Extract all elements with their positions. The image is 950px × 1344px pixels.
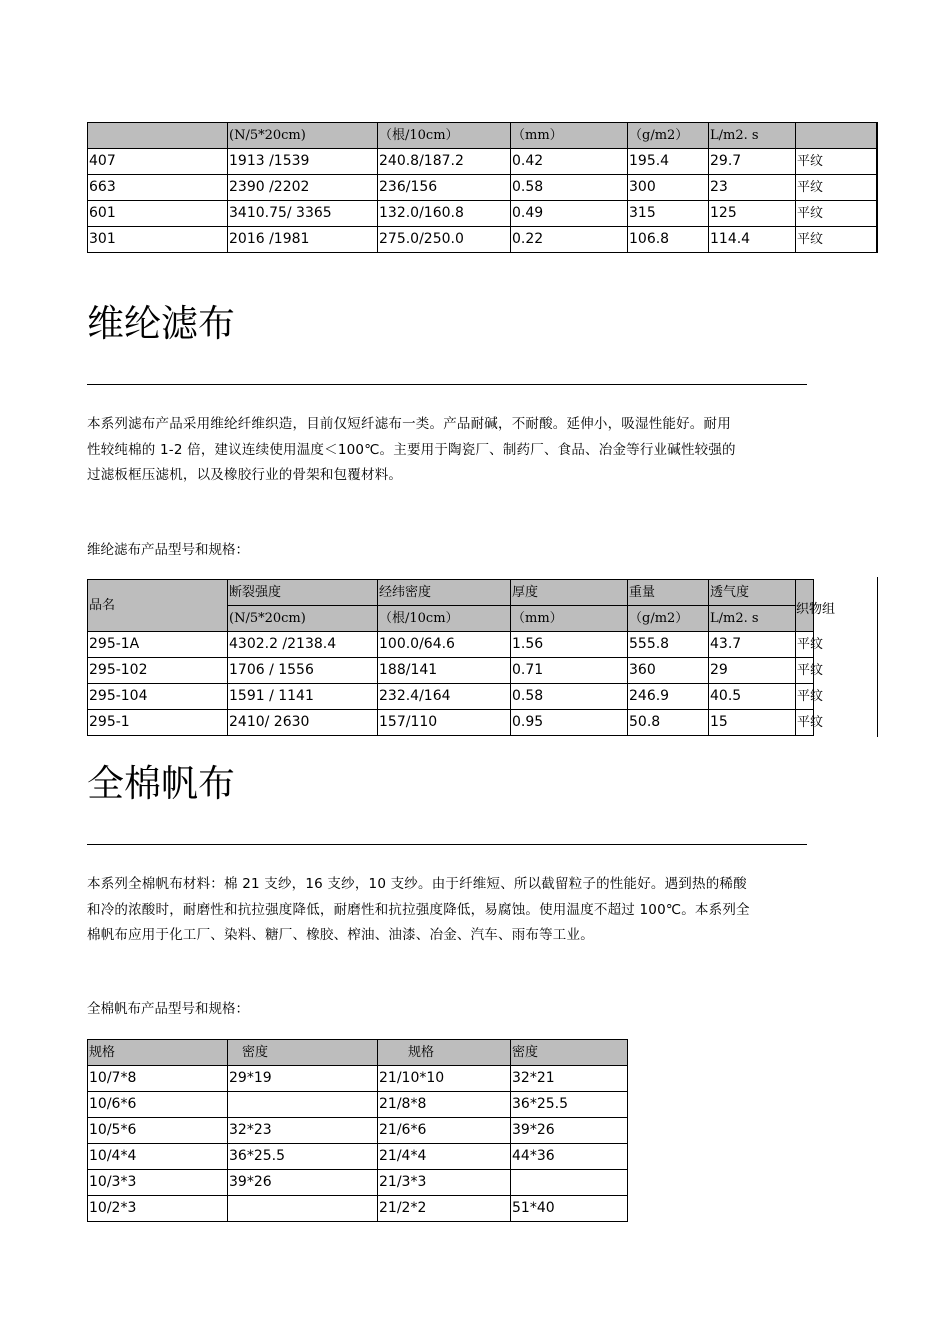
table-cell: 39*26: [511, 1118, 628, 1144]
header-cell: 密度: [511, 1040, 628, 1066]
header-cell: (N/5*20cm): [228, 123, 378, 149]
table-row: [88, 1066, 628, 1092]
table-cell: 32*21: [511, 1066, 628, 1092]
table-cell: 10/7*8: [88, 1066, 228, 1092]
section-divider: [87, 384, 807, 385]
table-cell: 21/3*3: [378, 1170, 511, 1196]
header-cell: 重量: [628, 580, 709, 606]
table-cell: 29.7: [709, 149, 796, 175]
table-cell: 195.4: [628, 149, 709, 175]
table-cell: 601: [88, 201, 228, 227]
table-cell: 232.4/164: [378, 684, 511, 710]
table-cell: 114.4: [709, 227, 796, 253]
paragraph-line: 棉帆布应用于化工厂、染料、糖厂、橡胶、榨油、油漆、冶金、汽车、雨布等工业。: [87, 927, 594, 943]
table-cell: 3410.75/ 3365: [228, 201, 378, 227]
header-cell: L/m2. s: [709, 123, 796, 149]
table-cell: 平纹: [796, 658, 814, 684]
spec-table-cotton: [87, 1039, 628, 1222]
table-cell: 0.58: [511, 684, 628, 710]
table-cell: 663: [88, 175, 228, 201]
table-cell: 106.8: [628, 227, 709, 253]
table-row: [88, 149, 877, 175]
table-cell: 44*36: [511, 1144, 628, 1170]
table-caption-vinylon: 维纶滤布产品型号和规格：: [87, 542, 249, 558]
table-row: [88, 201, 877, 227]
paragraph-line: 和冷的浓酸时，耐磨性和抗拉强度降低，耐磨性和抗拉强度降低，易腐蚀。使用温度不超过 100℃。本系列全: [87, 901, 750, 918]
table-cell: 295-104: [88, 684, 228, 710]
header-cell: 经纬密度: [378, 580, 511, 606]
table-header-row: [88, 580, 814, 606]
table-cell: 125: [709, 201, 796, 227]
section-paragraph-cotton: [87, 872, 812, 949]
table-cell: 1591 / 1141: [228, 684, 378, 710]
table-cell: 295-102: [88, 658, 228, 684]
table-cell: 2390 /2202: [228, 175, 378, 201]
section-title-cotton: 全棉帆布: [87, 762, 235, 805]
header-cell: [88, 123, 228, 149]
table-cell: 21/2*2: [378, 1196, 511, 1222]
header-cell-name: 品名: [88, 580, 228, 632]
table-cell: 平纹: [796, 227, 877, 253]
table-cell: 100.0/64.6: [378, 632, 511, 658]
section-paragraph-vinylon: [87, 412, 812, 489]
table-row: [88, 632, 814, 658]
table-cell: 275.0/250.0: [378, 227, 511, 253]
table-cell: 0.95: [511, 710, 628, 736]
table-row: [88, 658, 814, 684]
table-row: [88, 710, 814, 736]
table-cell: 240.8/187.2: [378, 149, 511, 175]
table-row: [88, 175, 877, 201]
header-cell: （根/10cm）: [378, 123, 511, 149]
table-cell: 1.56: [511, 632, 628, 658]
header-cell: （g/m2）: [628, 123, 709, 149]
table-cell: 51*40: [511, 1196, 628, 1222]
table-cell: 0.42: [511, 149, 628, 175]
table-cell: 21/8*8: [378, 1092, 511, 1118]
header-cell: 规格: [378, 1040, 511, 1066]
table-cell: 平纹: [796, 632, 814, 658]
table-cell: 50.8: [628, 710, 709, 736]
table-cell: 407: [88, 149, 228, 175]
table-cell: 10/2*3: [88, 1196, 228, 1222]
table-cell: 43.7: [709, 632, 796, 658]
header-cell: 透气度: [709, 580, 796, 606]
header-cell: （g/m2）: [628, 606, 709, 632]
table-cell: 300: [628, 175, 709, 201]
table-cell: 360: [628, 658, 709, 684]
header-cell: 规格: [88, 1040, 228, 1066]
table-cell: 10/5*6: [88, 1118, 228, 1144]
table-row: [88, 1092, 628, 1118]
table-row: [88, 1196, 628, 1222]
table-row: [88, 227, 877, 253]
table-cell: 32*23: [228, 1118, 378, 1144]
table-cell: 1706 / 1556: [228, 658, 378, 684]
spec-table-continued: [87, 122, 877, 253]
table-cell: 29*19: [228, 1066, 378, 1092]
table-cell: 246.9: [628, 684, 709, 710]
table-row: [88, 1170, 628, 1196]
table-cell: 10/6*6: [88, 1092, 228, 1118]
table-cell: [228, 1092, 378, 1118]
paragraph-line: 本系列全棉帆布材料：棉 21 支纱，16 支纱，10 支纱。由于纤维短、所以截留粒子的性能好。遇到热的稀酸: [87, 876, 747, 892]
table-cell: 10/3*3: [88, 1170, 228, 1196]
table-cell: 2016 /1981: [228, 227, 378, 253]
header-cell: 厚度: [511, 580, 628, 606]
header-cell: (N/5*20cm): [228, 606, 378, 632]
table-cell: 平纹: [796, 175, 877, 201]
table-cell: 39*26: [228, 1170, 378, 1196]
table-edge-line: [877, 122, 878, 253]
header-weave-label: 织物组: [796, 602, 836, 617]
table-header-row: [88, 1040, 628, 1066]
table-cell: 21/4*4: [378, 1144, 511, 1170]
table-cell: 10/4*4: [88, 1144, 228, 1170]
table-cell: 平纹: [796, 710, 814, 736]
table-cell: 平纹: [796, 149, 877, 175]
section-divider: [87, 844, 807, 845]
table-cell: 40.5: [709, 684, 796, 710]
paragraph-line: 过滤板框压滤机，以及橡胶行业的骨架和包覆材料。: [87, 467, 403, 483]
table-cell: 23: [709, 175, 796, 201]
spec-table-vinylon: [87, 579, 836, 736]
header-cell: （mm）: [511, 606, 628, 632]
header-cell: 密度: [228, 1040, 378, 1066]
table-cell: 4302.2 /2138.4: [228, 632, 378, 658]
table-cell: 1913 /1539: [228, 149, 378, 175]
table-cell: 0.49: [511, 201, 628, 227]
table-cell: 295-1A: [88, 632, 228, 658]
table-cell: 315: [628, 201, 709, 227]
table-cell: 236/156: [378, 175, 511, 201]
table-cell: 157/110: [378, 710, 511, 736]
table-header-row: [88, 123, 877, 149]
table-cell: 301: [88, 227, 228, 253]
table-cell: 36*25.5: [511, 1092, 628, 1118]
paragraph-line: 本系列滤布产品采用维纶纤维织造，目前仅短纤滤布一类。产品耐碱，不耐酸。延伸小，吸湿性能好。耐用: [87, 416, 731, 432]
table-cell: [511, 1170, 628, 1196]
table-cell: 21/6*6: [378, 1118, 511, 1144]
section-title-vinylon: 维纶滤布: [87, 302, 235, 345]
header-cell-weave: [796, 580, 836, 632]
table-cell: 555.8: [628, 632, 709, 658]
table-cell: 36*25.5: [228, 1144, 378, 1170]
table-cell: 15: [709, 710, 796, 736]
table-caption-cotton: 全棉帆布产品型号和规格：: [87, 1001, 249, 1017]
table-cell: 132.0/160.8: [378, 201, 511, 227]
table-cell: 2410/ 2630: [228, 710, 378, 736]
table-cell: 平纹: [796, 684, 814, 710]
table-cell: 295-1: [88, 710, 228, 736]
table-cell: [228, 1196, 378, 1222]
table-cell: 0.58: [511, 175, 628, 201]
header-cell: 断裂强度: [228, 580, 378, 606]
table-row: [88, 684, 814, 710]
header-cell: （根/10cm）: [378, 606, 511, 632]
header-cell: [796, 123, 877, 149]
table-cell: 平纹: [796, 201, 877, 227]
table-row: [88, 1144, 628, 1170]
table-row: [88, 1118, 628, 1144]
paragraph-line: 性较纯棉的 1-2 倍，建议连续使用温度＜100℃。主要用于陶瓷厂、制药厂、食品、冶金等行业碱性较强的: [87, 441, 736, 458]
table-cell: 0.71: [511, 658, 628, 684]
header-cell: L/m2. s: [709, 606, 796, 632]
header-cell: （mm）: [511, 123, 628, 149]
table-cell: 188/141: [378, 658, 511, 684]
table-edge-line: [877, 577, 878, 737]
table-cell: 0.22: [511, 227, 628, 253]
table-cell: 29: [709, 658, 796, 684]
table-cell: 21/10*10: [378, 1066, 511, 1092]
